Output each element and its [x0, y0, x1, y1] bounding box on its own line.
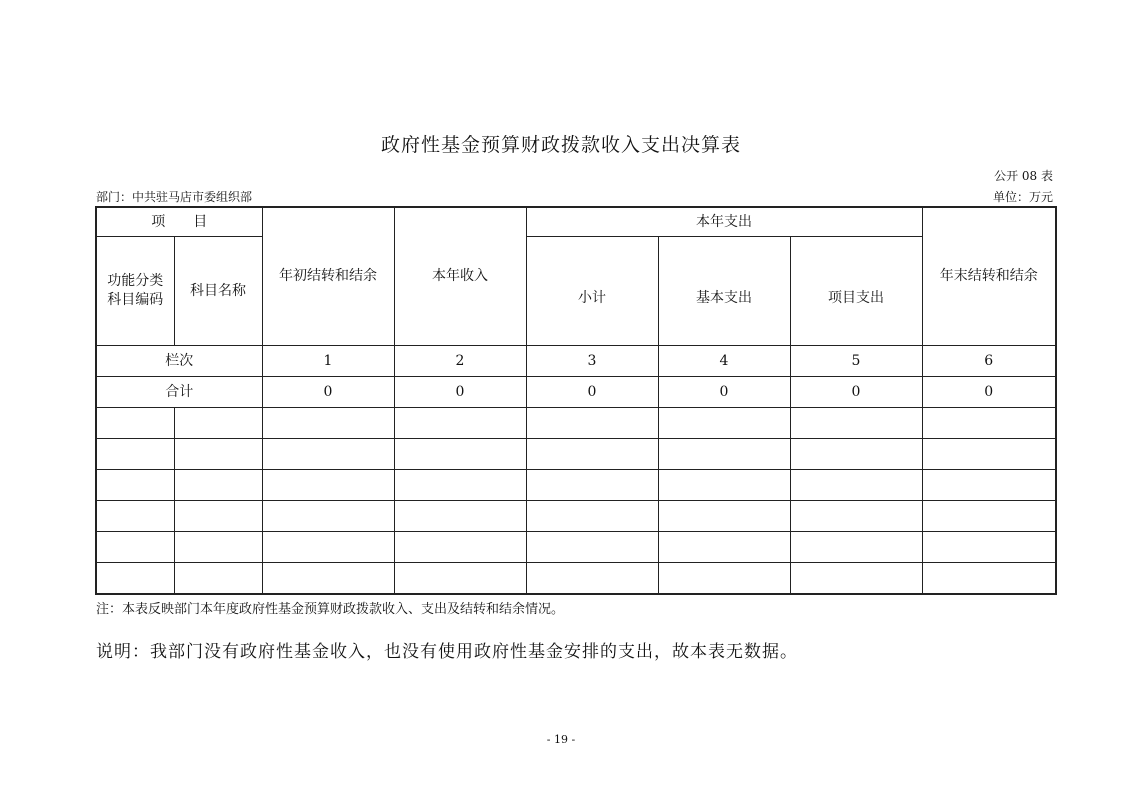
basic-expense-header: 基本支出 [658, 237, 790, 346]
page-title: 政府性基金预算财政拨款收入支出决算表 [380, 134, 741, 156]
column-index-cell: 4 [658, 346, 790, 377]
column-index-cell: 5 [790, 346, 922, 377]
total-row [96, 377, 1056, 408]
total-cell: 0 [658, 377, 790, 408]
column-index-cell: 3 [526, 346, 658, 377]
expense-group-header: 本年支出 [526, 207, 922, 237]
empty-row [96, 439, 1056, 470]
func-code-header: 功能分类科目编码 [96, 237, 174, 346]
total-cell: 0 [526, 377, 658, 408]
total-cell: 0 [922, 377, 1056, 408]
total-label: 合计 [96, 377, 262, 408]
empty-row [96, 408, 1056, 439]
empty-row [96, 501, 1056, 532]
begin-balance-header: 年初结转和结余 [262, 207, 394, 346]
column-index-cell: 6 [922, 346, 1056, 377]
income-header: 本年收入 [394, 207, 526, 346]
table-note: 注：本表反映部门本年度政府性基金预算财政拨款收入、支出及结转和结余情况。 [96, 602, 565, 617]
total-cell: 0 [790, 377, 922, 408]
empty-row [96, 563, 1056, 595]
subject-name-header: 科目名称 [174, 237, 262, 346]
explanation-text: 说明：我部门没有政府性基金收入，也没有使用政府性基金安排的支出，故本表无数据。 [96, 642, 798, 662]
header-row-2 [96, 237, 1056, 346]
form-number: 公开 08 表 [994, 169, 1053, 183]
column-index-row [96, 346, 1056, 377]
column-index-cell: 1 [262, 346, 394, 377]
empty-row [96, 470, 1056, 501]
column-index-label: 栏次 [96, 346, 262, 377]
header-row-1 [96, 207, 1056, 237]
column-index-cell: 2 [394, 346, 526, 377]
end-balance-header: 年末结转和结余 [922, 207, 1056, 346]
empty-row [96, 532, 1056, 563]
total-cell: 0 [394, 377, 526, 408]
unit-label: 单位：万元 [992, 190, 1053, 204]
item-header: 项 目 [96, 207, 262, 237]
page-number: - 19 - [546, 733, 576, 746]
budget-table [95, 206, 1057, 595]
department-label: 部门：中共驻马店市委组织部 [96, 190, 253, 204]
total-cell: 0 [262, 377, 394, 408]
subtotal-header: 小计 [526, 237, 658, 346]
project-expense-header: 项目支出 [790, 237, 922, 346]
